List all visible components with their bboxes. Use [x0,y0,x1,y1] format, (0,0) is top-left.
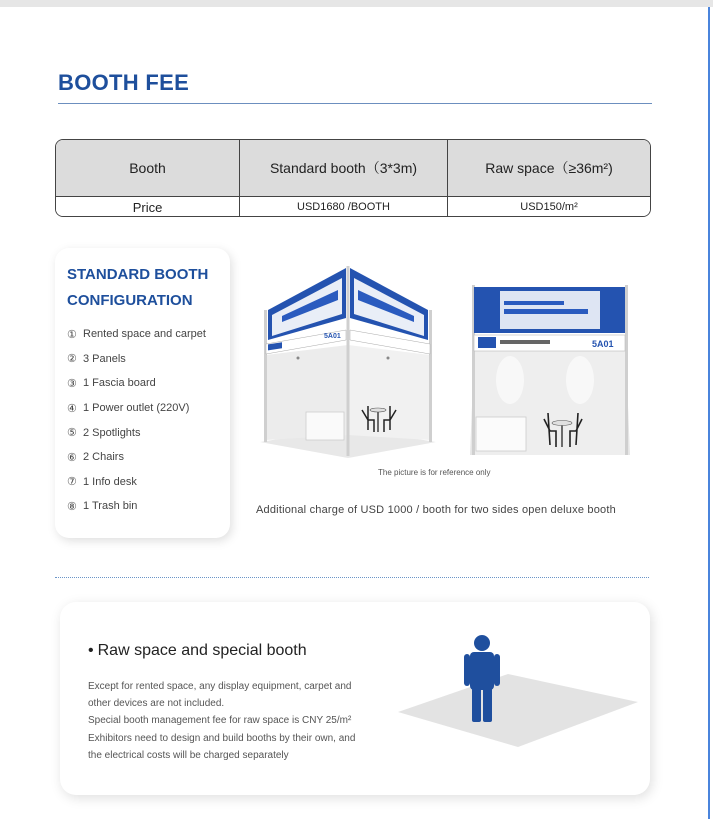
list-item [67,470,206,495]
raw-space-description [88,678,388,764]
picture-caption: The picture is for reference only [378,468,491,477]
standard-booth-price: USD1680 /BOOTH [240,197,448,217]
list-item [67,322,206,347]
section-title: BOOTH FEE [58,70,190,95]
inline-booth-picture [470,285,630,455]
item-label: 1 Fascia board [83,377,156,390]
booth-number-label: 5A01 [324,333,341,340]
item-number: ⑤ [67,427,77,440]
desc-line: Except for rented space, any display equipment, carpet and [88,681,352,692]
raw-space-title [88,642,307,660]
item-number: ③ [67,377,77,390]
raw-space-title-text: Raw space and special booth [97,642,307,659]
item-number: ① [67,328,77,341]
list-item [67,494,206,519]
config-title [67,262,232,314]
config-list [67,322,206,519]
title-divider [58,103,652,104]
item-label: 2 Chairs [83,451,124,464]
config-title-line2: CONFIGURATION [67,292,193,309]
header-standard-booth: Standard booth（3*3m) [240,140,448,196]
item-number: ⑧ [67,500,77,513]
item-label: 1 Power outlet (220V) [83,402,190,415]
desc-line: the electrical costs will be charged separately [88,749,289,761]
raw-space-price: USD150/m² [520,201,578,213]
item-label: 2 Spotlights [83,426,141,439]
desc-line: other devices are not included. [88,698,225,710]
list-item [67,371,206,396]
item-number: ② [67,353,77,366]
item-label: 1 Trash bin [83,500,138,513]
item-number: ⑦ [67,476,77,489]
corner-booth-picture [258,260,438,460]
extra-charge-note: Additional charge of USD 1000 / booth for two sides open deluxe booth [256,504,616,516]
table-row-price [56,197,650,217]
desc-line: Exhibitors need to design and build booths by their own, and [88,732,356,744]
dotted-divider [55,577,649,578]
list-item [67,445,206,470]
item-label: 3 Panels [83,352,126,365]
raw-space-card [60,602,650,795]
standard-booth-config-card [55,248,230,538]
list-item [67,396,206,421]
header-raw-space: Raw space（≥36m²) [485,160,613,176]
item-label: 1 Info desk [83,475,137,488]
booth-fee-table [55,139,651,217]
price-label: Price [56,197,240,217]
raw-space-illustration [398,632,638,752]
header-booth: Booth [56,140,240,196]
table-header-row [56,140,650,197]
list-item [67,347,206,372]
right-edge-line [708,7,710,819]
config-title-line1: STANDARD BOOTH [67,266,209,283]
desc-line: Special booth management fee for raw space is CNY 25/m² [88,715,352,727]
item-number: ⑥ [67,451,77,464]
bullet: • [88,642,94,659]
booth-number-label-2: 5A01 [592,339,614,349]
list-item [67,420,206,445]
floor-area-shape [398,674,638,747]
item-label: Rented space and carpet [83,328,206,341]
item-number: ④ [67,402,77,415]
top-bar [0,0,713,7]
